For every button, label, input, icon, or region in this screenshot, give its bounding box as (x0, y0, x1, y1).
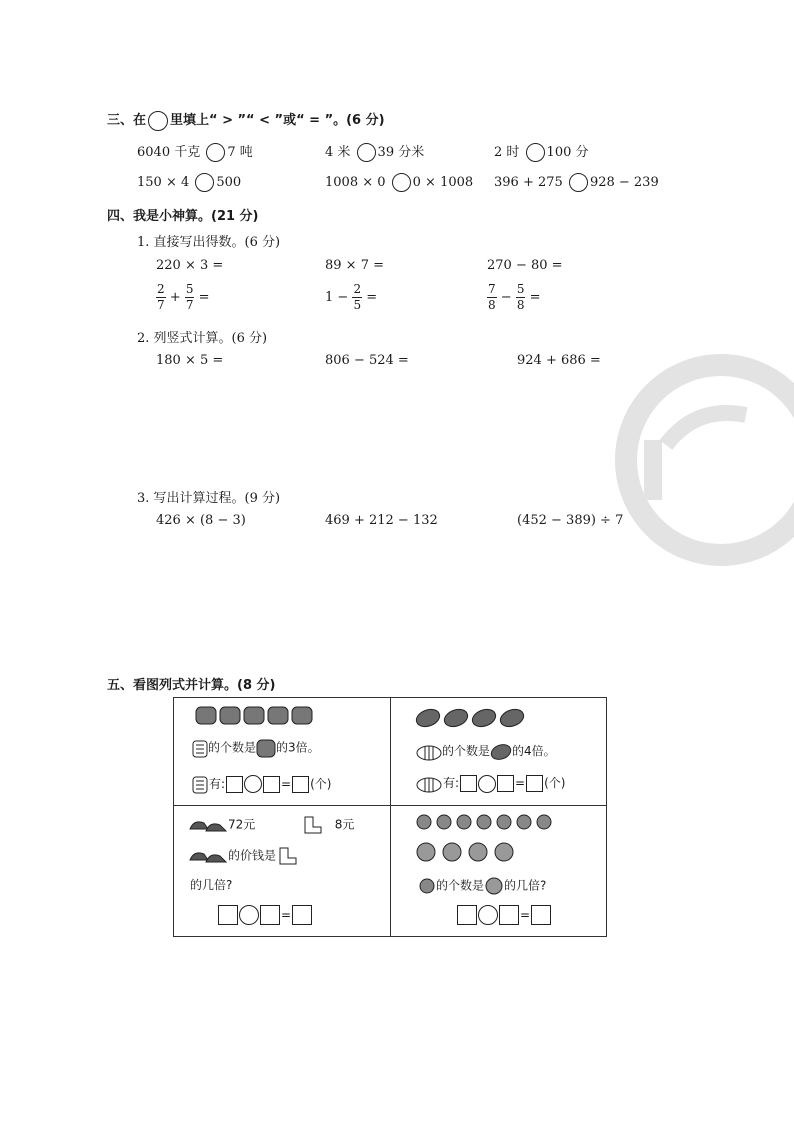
compare-item: 2 时 100 分 (494, 145, 589, 160)
cell3-prices: 72元 8元 (188, 815, 354, 835)
answer-box[interactable] (460, 775, 477, 792)
answer-box[interactable] (497, 775, 514, 792)
compare-circle-icon (148, 111, 168, 131)
sneakers-icon (188, 815, 228, 835)
answer-box[interactable] (260, 905, 280, 925)
q1-item: 89 × 7 = (325, 258, 384, 273)
cell2-line1: 的个数是 的4倍。 (416, 742, 556, 761)
lion-icon (414, 840, 524, 864)
q3-item: 469 + 212 − 132 (325, 513, 438, 528)
chick-icon (418, 877, 436, 895)
cell2-equation: 有: = (个) (416, 774, 566, 793)
compare-item: 1008 × 0 0 × 1008 (325, 175, 474, 190)
cell1-equation: 有: = (个) (192, 774, 332, 794)
backpack-icon (194, 704, 319, 726)
answer-box[interactable] (292, 905, 312, 925)
cell3-question-end: 的几倍? (190, 878, 233, 892)
q2-title: 2. 列竖式计算。(6 分) (137, 331, 268, 346)
answer-box[interactable] (226, 776, 243, 793)
compare-item: 150 × 4 500 (137, 175, 242, 190)
bag-outline-icon (192, 774, 208, 794)
answer-circle[interactable] (195, 173, 214, 192)
section5-title: 五、看图列式并计算。(8 分) (107, 678, 276, 693)
answer-circle[interactable] (392, 173, 411, 192)
lion-row (414, 840, 524, 868)
q1-fraction-item: $\frac{2}{7}$ + $\frac{5}{7}$ = (157, 282, 210, 312)
q1-item: 220 × 3 = (156, 258, 224, 273)
watermelon-icon (414, 708, 529, 728)
cell3-question: 的价钱是 (188, 846, 300, 866)
bag-outline-icon (192, 738, 208, 758)
pumpkin-icon (416, 743, 442, 761)
lion-icon (484, 876, 504, 896)
answer-circle[interactable] (569, 173, 588, 192)
q1-fraction-item: $\frac{7}{8}$ − $\frac{5}{8}$ = (488, 282, 541, 312)
answer-circle[interactable] (357, 143, 376, 162)
answer-box[interactable] (499, 905, 519, 925)
q1-fraction-item: 1 − $\frac{2}{5}$ = (325, 282, 378, 312)
answer-box[interactable] (526, 775, 543, 792)
operator-circle[interactable] (244, 775, 262, 793)
answer-box[interactable] (292, 776, 309, 793)
operator-circle[interactable] (239, 905, 259, 925)
boot-icon (301, 815, 325, 835)
q3-item: (452 − 389) ÷ 7 (517, 513, 624, 528)
q3-item: 426 × (8 − 3) (156, 513, 246, 528)
backpack-row (194, 704, 319, 730)
operator-circle[interactable] (478, 905, 498, 925)
section3-title (107, 109, 385, 131)
operator-circle[interactable] (478, 775, 496, 793)
q1-title: 1. 直接写出得数。(6 分) (137, 235, 281, 250)
answer-box[interactable] (263, 776, 280, 793)
cell1-line1: 的个数是 的3倍。 (192, 738, 320, 758)
chick-icon (414, 812, 564, 832)
watermelon-icon (490, 743, 512, 761)
section3-title-post: 里填上“ > ”“ < ”或“ = ”。(6 分) (170, 113, 385, 128)
compare-item: 396 + 275 928 − 239 (494, 175, 659, 190)
answer-box[interactable] (531, 905, 551, 925)
chick-row (414, 812, 564, 836)
backpack-icon (256, 738, 276, 758)
watermark-seal (606, 345, 794, 575)
cell4-question: 的个数是 的几倍? (418, 876, 546, 896)
boot-icon (276, 846, 300, 866)
sneakers-icon (188, 846, 228, 866)
section4-title: 四、我是小神算。(21 分) (107, 209, 259, 224)
compare-item: 6040 千克 7 吨 (137, 145, 253, 160)
picture-problem-grid (173, 697, 607, 937)
q2-item: 924 + 686 = (517, 353, 601, 368)
compare-item: 4 米 39 分米 (325, 145, 425, 160)
q3-title: 3. 写出计算过程。(9 分) (137, 491, 281, 506)
q1-item: 270 − 80 = (487, 258, 563, 273)
section3-title-pre: 三、在 (107, 113, 147, 128)
answer-circle[interactable] (526, 143, 545, 162)
cell4-equation: = (457, 905, 552, 925)
answer-circle[interactable] (206, 143, 225, 162)
q2-item: 180 × 5 = (156, 353, 224, 368)
cell3-equation: = (218, 905, 313, 925)
answer-box[interactable] (457, 905, 477, 925)
pumpkin-icon (416, 775, 442, 793)
answer-box[interactable] (218, 905, 238, 925)
watermelon-row (414, 708, 529, 732)
q2-item: 806 − 524 = (325, 353, 409, 368)
